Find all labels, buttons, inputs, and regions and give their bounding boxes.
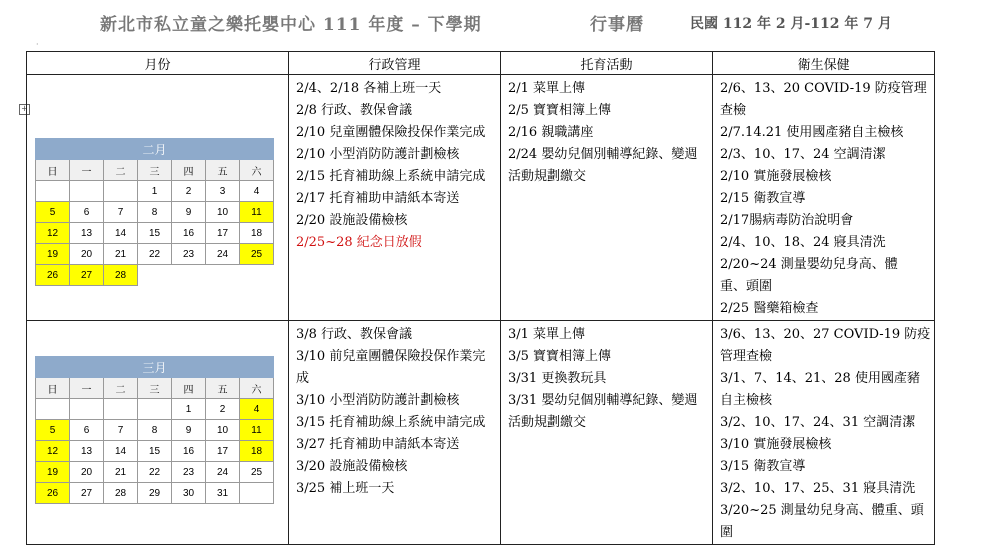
health-line: 2/17腸病毒防治說明會 — [720, 213, 854, 228]
calendar-day: 19 — [36, 244, 70, 265]
calendar-day — [138, 399, 172, 420]
calendar-day: 21 — [104, 462, 138, 483]
admin-line: 2/4、2/18 各補上班一天 — [296, 81, 442, 96]
weekday-header: 二 — [104, 378, 138, 399]
calendar-day: 28 — [104, 483, 138, 504]
calendar-day: 9 — [172, 420, 206, 441]
calendar-day — [70, 399, 104, 420]
calendar-day: 20 — [70, 462, 104, 483]
calendar-day — [36, 399, 70, 420]
calendar-day: 27 — [70, 483, 104, 504]
calendar-day: 17 — [206, 223, 240, 244]
calendar-day: 3 — [206, 181, 240, 202]
activity-line: 活動規劃繳交 — [508, 415, 587, 430]
calendar-day — [104, 181, 138, 202]
calendar-day: 17 — [206, 441, 240, 462]
health-line: 自主檢核 — [720, 393, 773, 408]
weekday-header: 五 — [206, 160, 240, 181]
admin-line: 成 — [296, 371, 310, 386]
admin-line: 3/25 補上班一天 — [296, 481, 395, 496]
calendar-day: 14 — [104, 223, 138, 244]
calendar-day: 19 — [36, 462, 70, 483]
calendar-day — [104, 399, 138, 420]
calendar-day: 26 — [36, 483, 70, 504]
calendar-day: 6 — [70, 420, 104, 441]
month-cell — [27, 75, 289, 321]
calendar-day: 4 — [240, 399, 274, 420]
activity-line: 3/31 嬰幼兒個別輔導紀錄、變週 — [508, 393, 698, 408]
admin-line: 3/15 托育補助線上系統申請完成 — [296, 415, 486, 430]
health-line: 重、頭圍 — [720, 279, 773, 294]
calendar-caption: 三月 — [36, 357, 274, 378]
admin-line: 3/10 前兒童團體保險投保作業完 — [296, 349, 486, 364]
calendar-day: 23 — [172, 462, 206, 483]
header-row — [27, 52, 935, 75]
weekday-header: 日 — [36, 378, 70, 399]
weekday-header: 一 — [70, 378, 104, 399]
activities-cell[interactable] — [501, 75, 713, 321]
calendar-day: 9 — [172, 202, 206, 223]
calendar-caption: 二月 — [36, 139, 274, 160]
calendar-day: 16 — [172, 441, 206, 462]
calendar-day — [70, 181, 104, 202]
calendar-day: 11 — [240, 202, 274, 223]
calendar-table — [35, 356, 274, 504]
calendar-day: 12 — [36, 223, 70, 244]
health-line: 3/2、10、17、24、31 空調清潔 — [720, 415, 916, 430]
admin-line: 2/8 行政、教保會議 — [296, 103, 413, 118]
calendar-day: 10 — [206, 202, 240, 223]
calendar-day: 11 — [240, 420, 274, 441]
calendar-day: 18 — [240, 223, 274, 244]
document-header — [0, 10, 981, 34]
weekday-header: 一 — [70, 160, 104, 181]
calendar-day: 25 — [240, 462, 274, 483]
calendar-day: 21 — [104, 244, 138, 265]
activity-line: 2/16 親職講座 — [508, 125, 594, 140]
calendar-day: 28 — [104, 265, 138, 286]
calendar-day: 18 — [240, 441, 274, 462]
calendar-day: 23 — [172, 244, 206, 265]
health-line: 查檢 — [720, 103, 747, 118]
calendar-day: 16 — [172, 223, 206, 244]
month-row-mar — [27, 321, 935, 545]
health-line: 2/10 實施發展檢核 — [720, 169, 832, 184]
health-line: 3/1、7、14、21、28 使用國產豬 — [720, 371, 920, 386]
calendar-day: 31 — [206, 483, 240, 504]
document-title: 新北市私立童之樂托嬰中心 111 年度 – 下學期 — [100, 15, 482, 35]
calendar-day: 8 — [138, 420, 172, 441]
calendar-day: 15 — [138, 441, 172, 462]
health-line: 2/20~24 測量嬰幼兒身高、體 — [720, 257, 898, 272]
health-line: 3/10 實施發展檢核 — [720, 437, 832, 452]
admin-cell[interactable] — [289, 321, 501, 545]
health-line: 2/4、10、18、24 寢具清洗 — [720, 235, 886, 250]
month-cell — [27, 321, 289, 545]
calendar-day: 8 — [138, 202, 172, 223]
weekday-header: 二 — [104, 160, 138, 181]
calendar-day: 14 — [104, 441, 138, 462]
calendar-day: 26 — [36, 265, 70, 286]
admin-line: 3/27 托育補助申請紙本寄送 — [296, 437, 460, 452]
calendar-day: 1 — [172, 399, 206, 420]
calendar-day: 20 — [70, 244, 104, 265]
calendar-day — [240, 483, 274, 504]
calendar-day — [172, 265, 206, 286]
health-line: 3/6、13、20、27 COVID-19 防疫 — [720, 327, 931, 342]
weekday-header: 六 — [240, 378, 274, 399]
activities-cell[interactable] — [501, 321, 713, 545]
calendar-day — [240, 265, 274, 286]
calendar-table — [35, 138, 274, 286]
month-row-feb — [27, 75, 935, 321]
admin-line: 2/15 托育補助線上系統申請完成 — [296, 169, 486, 184]
calendar-day: 25 — [240, 244, 274, 265]
weekday-header: 日 — [36, 160, 70, 181]
activity-line: 2/1 菜單上傳 — [508, 81, 586, 96]
health-line: 2/3、10、17、24 空調清潔 — [720, 147, 886, 162]
calendar-day: 29 — [138, 483, 172, 504]
calendar-day: 22 — [138, 244, 172, 265]
calendar-day: 10 — [206, 420, 240, 441]
activity-line: 3/1 菜單上傳 — [508, 327, 586, 342]
calendar-day: 1 — [138, 181, 172, 202]
health-line: 3/15 衛教宣導 — [720, 459, 806, 474]
calendar-day: 6 — [70, 202, 104, 223]
admin-line: 3/20 設施設備檢核 — [296, 459, 408, 474]
health-line: 2/15 衛教宣導 — [720, 191, 806, 206]
document-subtitle: 行事曆 — [590, 15, 644, 35]
health-line: 管理查檢 — [720, 349, 773, 364]
calendar-day: 24 — [206, 462, 240, 483]
col-header-month: 月份 — [27, 52, 289, 75]
weekday-header: 三 — [138, 160, 172, 181]
admin-line: 2/20 設施設備檢核 — [296, 213, 408, 228]
weekday-header: 五 — [206, 378, 240, 399]
col-header-admin: 行政管理 — [289, 52, 501, 75]
admin-line: 2/10 小型消防防護計劃檢核 — [296, 147, 460, 162]
col-header-activities: 托育活動 — [501, 52, 713, 75]
admin-line: 2/17 托育補助申請紙本寄送 — [296, 191, 460, 206]
calendar-day: 27 — [70, 265, 104, 286]
schedule-table — [26, 51, 935, 545]
calendar-day: 2 — [172, 181, 206, 202]
health-line: 圍 — [720, 525, 734, 540]
paragraph-mark: · — [36, 40, 39, 49]
calendar-day: 13 — [70, 223, 104, 244]
calendar-day: 12 — [36, 441, 70, 462]
calendar-day: 15 — [138, 223, 172, 244]
calendar-day — [36, 181, 70, 202]
activity-line: 3/31 更換教玩具 — [508, 371, 607, 386]
calendar-day: 7 — [104, 202, 138, 223]
activity-line: 3/5 寶寶相簿上傳 — [508, 349, 612, 364]
admin-cell[interactable] — [289, 75, 501, 321]
calendar-day: 30 — [172, 483, 206, 504]
calendar-day: 22 — [138, 462, 172, 483]
health-cell[interactable] — [713, 75, 935, 321]
table-move-handle-icon[interactable]: + — [19, 104, 30, 115]
calendar-day: 24 — [206, 244, 240, 265]
calendar-day: 7 — [104, 420, 138, 441]
weekday-header: 四 — [172, 378, 206, 399]
health-line: 3/20~25 測量幼兒身高、體重、頭 — [720, 503, 924, 518]
weekday-header: 四 — [172, 160, 206, 181]
health-line: 2/25 醫藥箱檢查 — [720, 301, 819, 316]
col-header-health: 衛生保健 — [713, 52, 935, 75]
admin-line: 3/10 小型消防防護計劃檢核 — [296, 393, 460, 408]
admin-line: 3/8 行政、教保會議 — [296, 327, 413, 342]
weekday-header: 三 — [138, 378, 172, 399]
calendar-day — [138, 265, 172, 286]
health-cell[interactable] — [713, 321, 935, 545]
health-line: 3/2、10、17、25、31 寢具清洗 — [720, 481, 916, 496]
calendar-day: 13 — [70, 441, 104, 462]
health-line: 2/7.14.21 使用國產豬自主檢核 — [720, 125, 904, 140]
health-line: 2/6、13、20 COVID-19 防疫管理 — [720, 81, 927, 96]
calendar-day: 2 — [206, 399, 240, 420]
activity-line: 活動規劃繳交 — [508, 169, 587, 184]
admin-line: 2/25~28 紀念日放假 — [296, 235, 422, 250]
date-range: 民國 112 年 2 月-112 年 7 月 — [690, 16, 892, 32]
admin-line: 2/10 兒童團體保險投保作業完成 — [296, 125, 486, 140]
calendar-day: 5 — [36, 420, 70, 441]
activity-line: 2/24 嬰幼兒個別輔導紀錄、變週 — [508, 147, 698, 162]
calendar-day: 4 — [240, 181, 274, 202]
calendar-day — [206, 265, 240, 286]
weekday-header: 六 — [240, 160, 274, 181]
activity-line: 2/5 寶寶相簿上傳 — [508, 103, 612, 118]
calendar-day: 5 — [36, 202, 70, 223]
